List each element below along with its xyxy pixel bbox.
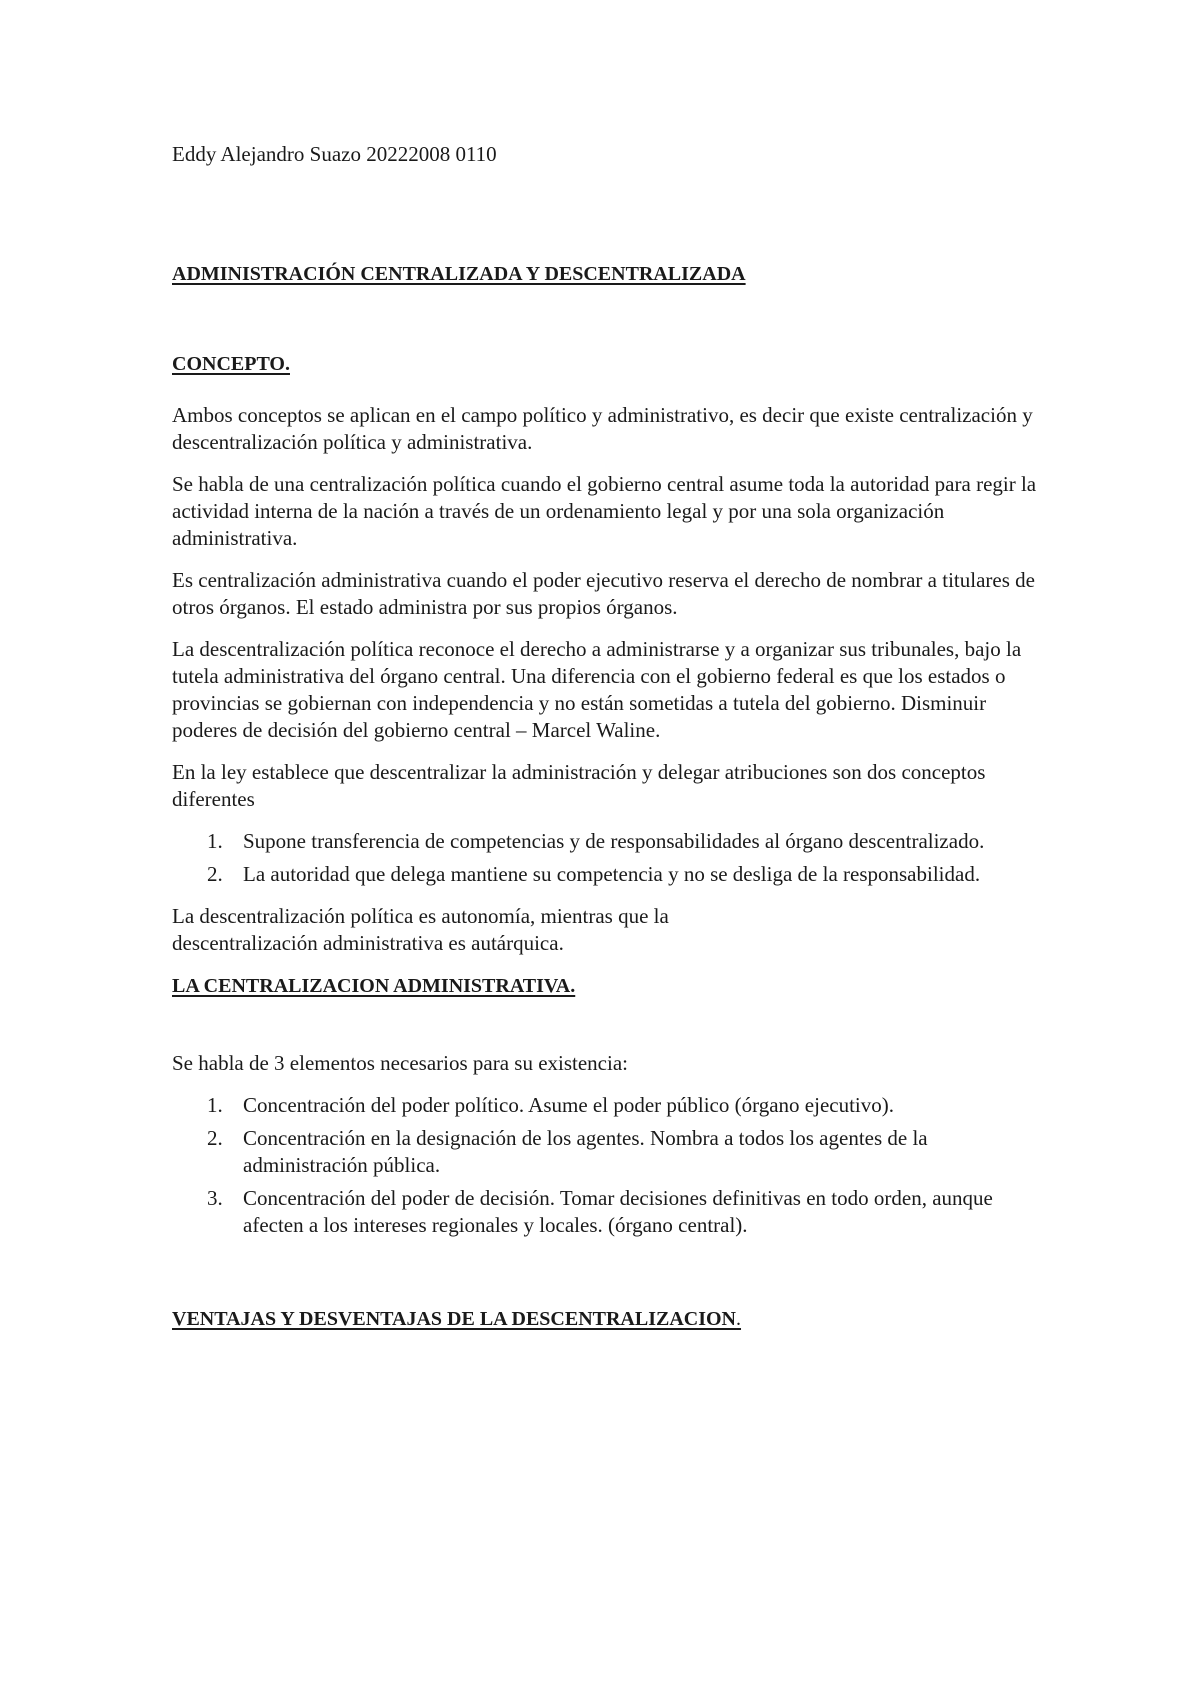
list-item: [172, 828, 1052, 855]
paragraph-descentralizacion-politica: La descentralización política reconoce el derecho a administrarse y a organizar sus tribunales, bajo la tutela administrativa del órgano central. Una diferencia con el gobierno federal es que los estados o provincias se gobiernan con independencia y no están sometidas a tutela del gobierno. Disminuir poderes de decisión del gobierno central – Marcel Waline.: [172, 637, 1022, 742]
list-item-text: La autoridad que delega mantiene su competencia y no se desliga de la responsabilidad.: [243, 862, 981, 886]
list-item-number: 1.: [207, 829, 223, 853]
list-item-text: Concentración en la designación de los agentes. Nombra a todos los agentes de la administración pública.: [243, 1126, 928, 1177]
ventajas-heading: [172, 1305, 1052, 1333]
paragraph-ambos: Ambos conceptos se aplican en el campo político y administrativo, es decir que existe centralización y descentralización política y administrativa.: [172, 403, 1033, 454]
list-item: [172, 1185, 1052, 1239]
list-item: [172, 1092, 1052, 1119]
list-item: [172, 1125, 1052, 1179]
list-item-number: 2.: [207, 1126, 223, 1150]
list-item-number: 2.: [207, 862, 223, 886]
paragraph-elementos-intro: Se habla de 3 elementos necesarios para su existencia:: [172, 1051, 628, 1075]
diferencias-list: [172, 828, 1052, 888]
paragraph-centralizacion-administrativa: Es centralización administrativa cuando el poder ejecutivo reserva el derecho de nombrar a titulares de otros órganos. El estado administra por sus propios órganos.: [172, 568, 1035, 619]
author-line: Eddy Alejandro Suazo 20222008 0110: [172, 142, 497, 166]
autonomia-line-1: La descentralización política es autonomía, mientras que la: [172, 904, 669, 928]
list-item-text: Supone transferencia de competencias y de responsabilidades al órgano descentralizado.: [243, 829, 985, 853]
document-page: [172, 140, 1052, 1333]
paragraph-centralizacion-politica: Se habla de una centralización política cuando el gobierno central asume toda la autoridad para regir la actividad interna de la nación a través de un ordenamiento legal y por una sola organización administrativa.: [172, 472, 1037, 550]
paragraph-autonomia: [172, 903, 1052, 957]
list-item: [172, 861, 1052, 888]
centralizacion-heading: LA CENTRALIZACION ADMINISTRATIVA.: [172, 975, 576, 997]
elementos-list: [172, 1092, 1052, 1239]
list-item-text: Concentración del poder político. Asume el poder público (órgano ejecutivo).: [243, 1093, 895, 1117]
document-title: ADMINISTRACIÓN CENTRALIZADA Y DESCENTRALIZADA: [172, 263, 746, 285]
ventajas-heading-text: VENTAJAS Y DESVENTAJAS DE LA DESCENTRALIZACION: [172, 1308, 737, 1330]
autonomia-line-2: descentralización administrativa es autárquica.: [172, 931, 564, 955]
concepto-heading: CONCEPTO.: [172, 353, 290, 375]
paragraph-ley: En la ley establece que descentralizar la administración y delegar atribuciones son dos conceptos diferentes: [172, 760, 986, 811]
list-item-text: Concentración del poder de decisión. Tomar decisiones definitivas en todo orden, aunque afecten a los intereses regionales y locales. (órgano central).: [243, 1186, 993, 1237]
list-item-number: 1.: [207, 1093, 223, 1117]
list-item-number: 3.: [207, 1186, 223, 1210]
ventajas-heading-dot: .: [736, 1308, 742, 1330]
